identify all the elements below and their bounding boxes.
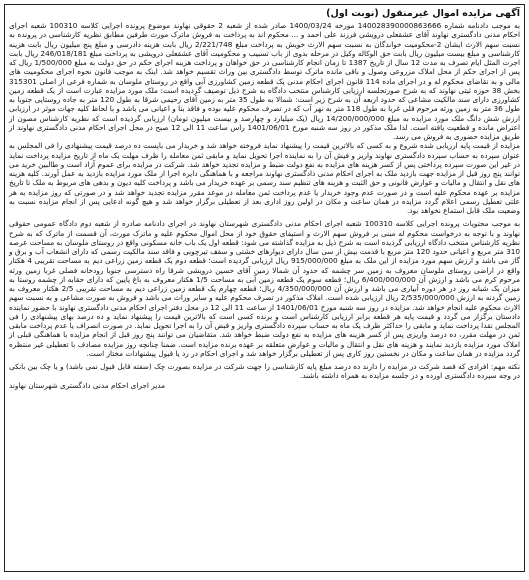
auction-notice — [4, 4, 525, 572]
notice-signature: مدیر اجرای احکام مدنی دادگستری شهرستان نهاوند — [9, 380, 166, 390]
notice-paragraph-2: مزایده از قیمت پایه ارزیابی شده شروع و به کسی که بالاترین قیمت را پیشنهاد نماید فروخته خواهد شد و خریدار می بایست ده درصد قیمت پیشنهادی را فی المجلس به عنوان سپرده به حساب سپرده دادگستری نهاوند واریز و فیش آن را به نماینده اجرا تحویل نماید و مابقی ثمن معامله را ظرف مهلت یک ماه از تاریخ مزایده پرداخت نماید در غیر این صورت سپرده پرداختی پس از کسر هزینه های مزایده به نفع دولت ضبط و مزایده تجدید خواهد شد. شرکت در مزایده برای عموم آزاد است و طالبین خرید می توانند پنج روز قبل از مزایده جهت بازدید ملک به اجرای احکام مدنی دادگستری نهاوند مراجعه و با هماهنگی دایره اجرا از ملک مورد مزایده بازدید به عمل آورند. کلیه هزینه های نقل و انتقال و مالیات و عوارض قانونی و حق الثبت و هزینه های تنظیم سند رسمی بر عهده خریدار می باشد و پرداخت کلیه دیون و بدهی های مربوط به ملک تا تاریخ مزایده بر عهده محکوم علیه است و در صورت عدم وجود خریدار یا عدم پرداخت ثمن معامله در موعد مقرر مزایده تجدید خواهد شد و در صورتی که روز مزایده به هر علتی تعطیل رسمی اعلام گردد مزایده در همان ساعت و مکان در اولین روز اداری بعد از تعطیلی برگزار خواهد شد و هیچ گونه ادعایی پس از انجام مزایده نسبت به وضعیت ملک قابل استماع نخواهد بود. — [9, 141, 520, 215]
notice-paragraph-1: به موجب دادنامه شماره 140028390000863666 مورخه 1400/03/24 صادر شده از شعبه 2 حقوقی نهاوند موضوع پرونده اجرایی کلاسه 100310 شعبه اجرای احکام مدنی دادگستری نهاوند آقای عشقعلی درویشی فرزند علی احمد و ... محکوم اند به پرداخت به فروش ماترک مورث طرفین مطابق نظریه کارشناسی در پرونده به نسبت سهم الارث ایشان 2-محکومیت خواندگان به نسبت سهم الارث خویش به پرداخت مبلغ 2/221/748 ریال بابت هزینه دادرسی و مبلغ پنج میلیون ریال بابت هزینه کارشناسی و مبلغ بیست میلیون ریال بابت حق الوکاله وکیل در مرحله بدوی از باب تسبیب و محکومیت آقای عشقعلی درویشی به پرداخت مبلغ 246/018/181 ریال بابت اجرت المثل ایام تصرف به مدت 12 سال از تاریخ 1387 تا زمان انجام کارشناسی در حق خواهان و پرداخت هزینه اجرای حکم در حق دولت به مبلغ 1/500/000 ریال که پس از اجرای حکم از محل املاک مزروعی وصول و باقی مانده ماترک توسط دادگستری بین وراث تقسیم خواهد شد. اینک به موجب قانون نحوه اجرای محکومیت های مالی و به تقاضای محکوم له و در اجرای ماده 114 قانون اجرای احکام مدنی یک قطعه زمین کشاورزی آبی واقع در روستای ملوسان به شماره فرعی از اصلی 315301 بخش 38 حوزه ثبتی نهاوند که به شرح صورتجلسه ارزیابی کارشناس منتخب دادگاه به شرح ذیل توصیف گردیده است: ملک مورد مزایده عبارت است از یک قطعه زمین کشاورزی دارای سند مالکیت مشاعی که حدود اربعه آن به شرح زیر است: شمالا به طول 35 متر به زمین آقای رحیمی شرقا به طول 120 متر به جاده روستایی جنوبا به طول 36 متر به زمین ورثه مرحوم قلی غربا به طول 118 متر به نهر آب که در تصرف محکوم علیه بوده و فاقد بنا و اعیانی می باشد و با لحاظ کلیه جهات موثر در ارزیابی ارزش شش دانگ ملک مورد مزایده به مبلغ 14/200/000/000 ریال (یک میلیارد و چهارصد و بیست میلیون تومان) ارزیابی گردیده است که نظریه کارشناس مصون از اعتراض مانده و قطعیت یافته است. لذا ملک مذکور در روز سه شنبه مورخ 1401/06/01 راس ساعت 11 الی 12 صبح در محل اجرای احکام مدنی دادگستری نهاوند از طریق مزایده حضوری به فروش می رسد. — [9, 21, 521, 141]
notice-title: آگهی مزایده اموال غیرمنقول (نوبت اول) — [326, 8, 520, 19]
notice-important-note: نکته مهم: افرادی که قصد شرکت در مزایده را دارند ده درصد مبلغ پایه کارشناسی را جهت شرکت در مزایده بصورت چک (سفته قابل قبول نمی باشد) و یا چک بین بانکی در وجه سپرده دادگستری اورده و در جلسه مزایده به همراه داشته باشند. — [9, 362, 520, 381]
notice-paragraph-3: به موجب محتویات پرونده اجرایی کلاسه 100310 شعبه اجرای احکام مدنی دادگستری شهرستان نهاوند در اجرای دادنامه صادره از شعبه دوم دادگاه عمومی حقوقی نهاوند و با توجه به درخواست محکوم له مبنی بر فروش سهم الارث و استیفای حقوق خود از محل اموال محکوم علیه و ماترک مورث، آن قسمت از ماترک که به شرح نظریه کارشناس منتخب دادگاه ارزیابی گردیده است به شرح ذیل به مزایده گذاشته می شود: قطعه اول یک باب خانه مسکونی واقع در روستای ملوسان به مساحت عرصه 310 متر مربع و اعیانی حدود 120 متر مربع با قدمت بیش از سی سال دارای دیوارهای خشتی و سقف تیرچوبی و فاقد سند مالکیت رسمی که دارای انشعاب آب و برق و گاز می باشد و ارزش سهم مورد مزایده از این ملک به مبلغ 915/000/000 ریال ارزیابی گردیده است؛ قطعه دوم یک قطعه زمین زراعی دیم به مساحت تقریبی 4 هکتار واقع در اراضی روستای ملوسان معروف به زمین سر چشمه که حدود آن شمالا زمین آقای حسین درویشی شرقا راه دسترسی جنوبا رودخانه فصلی غربا زمین ورثه مرحوم کرم می باشد و ارزش آن 6/400/000/000 ریال؛ قطعه سوم یک قطعه زمین آبی به مساحت 1/5 هکتار معروف به باغ پایین که دارای حقابه از چشمه روستا به میزان یک شبانه روز در هر دوره آبیاری می باشد و ارزش آن 4/350/000/000 ریال؛ قطعه چهارم یک قطعه زمین زراعی دیم به مساحت تقریبی 2/5 هکتار معروف به زمین گردنه به ارزش 2/535/000/000 ریال ارزیابی شده است. املاک مذکور در تصرف محکوم علیه و سایر وراث می باشد و فروش به صورت مشاعی و به نسبت سهم الارث محکوم علیه انجام خواهد شد. مزایده در روز سه شنبه مورخ 1401/06/01 از ساعت 11 الی 12 در محل دفتر اجرای احکام مدنی دادگستری نهاوند با حضور نماینده دادستان برگزار می گردد و قیمت پایه هر قطعه برابر ارزیابی کارشناس است و برنده کسی است که بالاترین قیمت را پیشنهاد نماید و ده درصد بهای پیشنهادی را فی المجلس نقدا پرداخت نماید و مابقی را حداکثر ظرف یک ماه به حساب سپرده دادگستری واریز و قبض آن را به اجرا تحویل نماید. در صورت انصراف یا عدم پرداخت مابقی ثمن در مهلت مقرر، ده درصد واریزی پس از کسر هزینه های مزایده به نفع دولت ضبط خواهد شد. متقاضیان می توانند پنج روز قبل از انجام مزایده با هماهنگی قبلی از املاک مورد مزایده بازدید نمایند و هزینه های نقل و انتقال و مالیات و عوارض متعلقه بر عهده برنده مزایده است. ضمنا چنانچه روز مزایده مصادف با تعطیلی غیر منتظره گردد مزایده در همان ساعت و مکان در نخستین روز کاری پس از تعطیلی برگزار خواهد شد و اجرای احکام در رد یا قبول پیشنهادات مختار است. — [8, 219, 521, 358]
